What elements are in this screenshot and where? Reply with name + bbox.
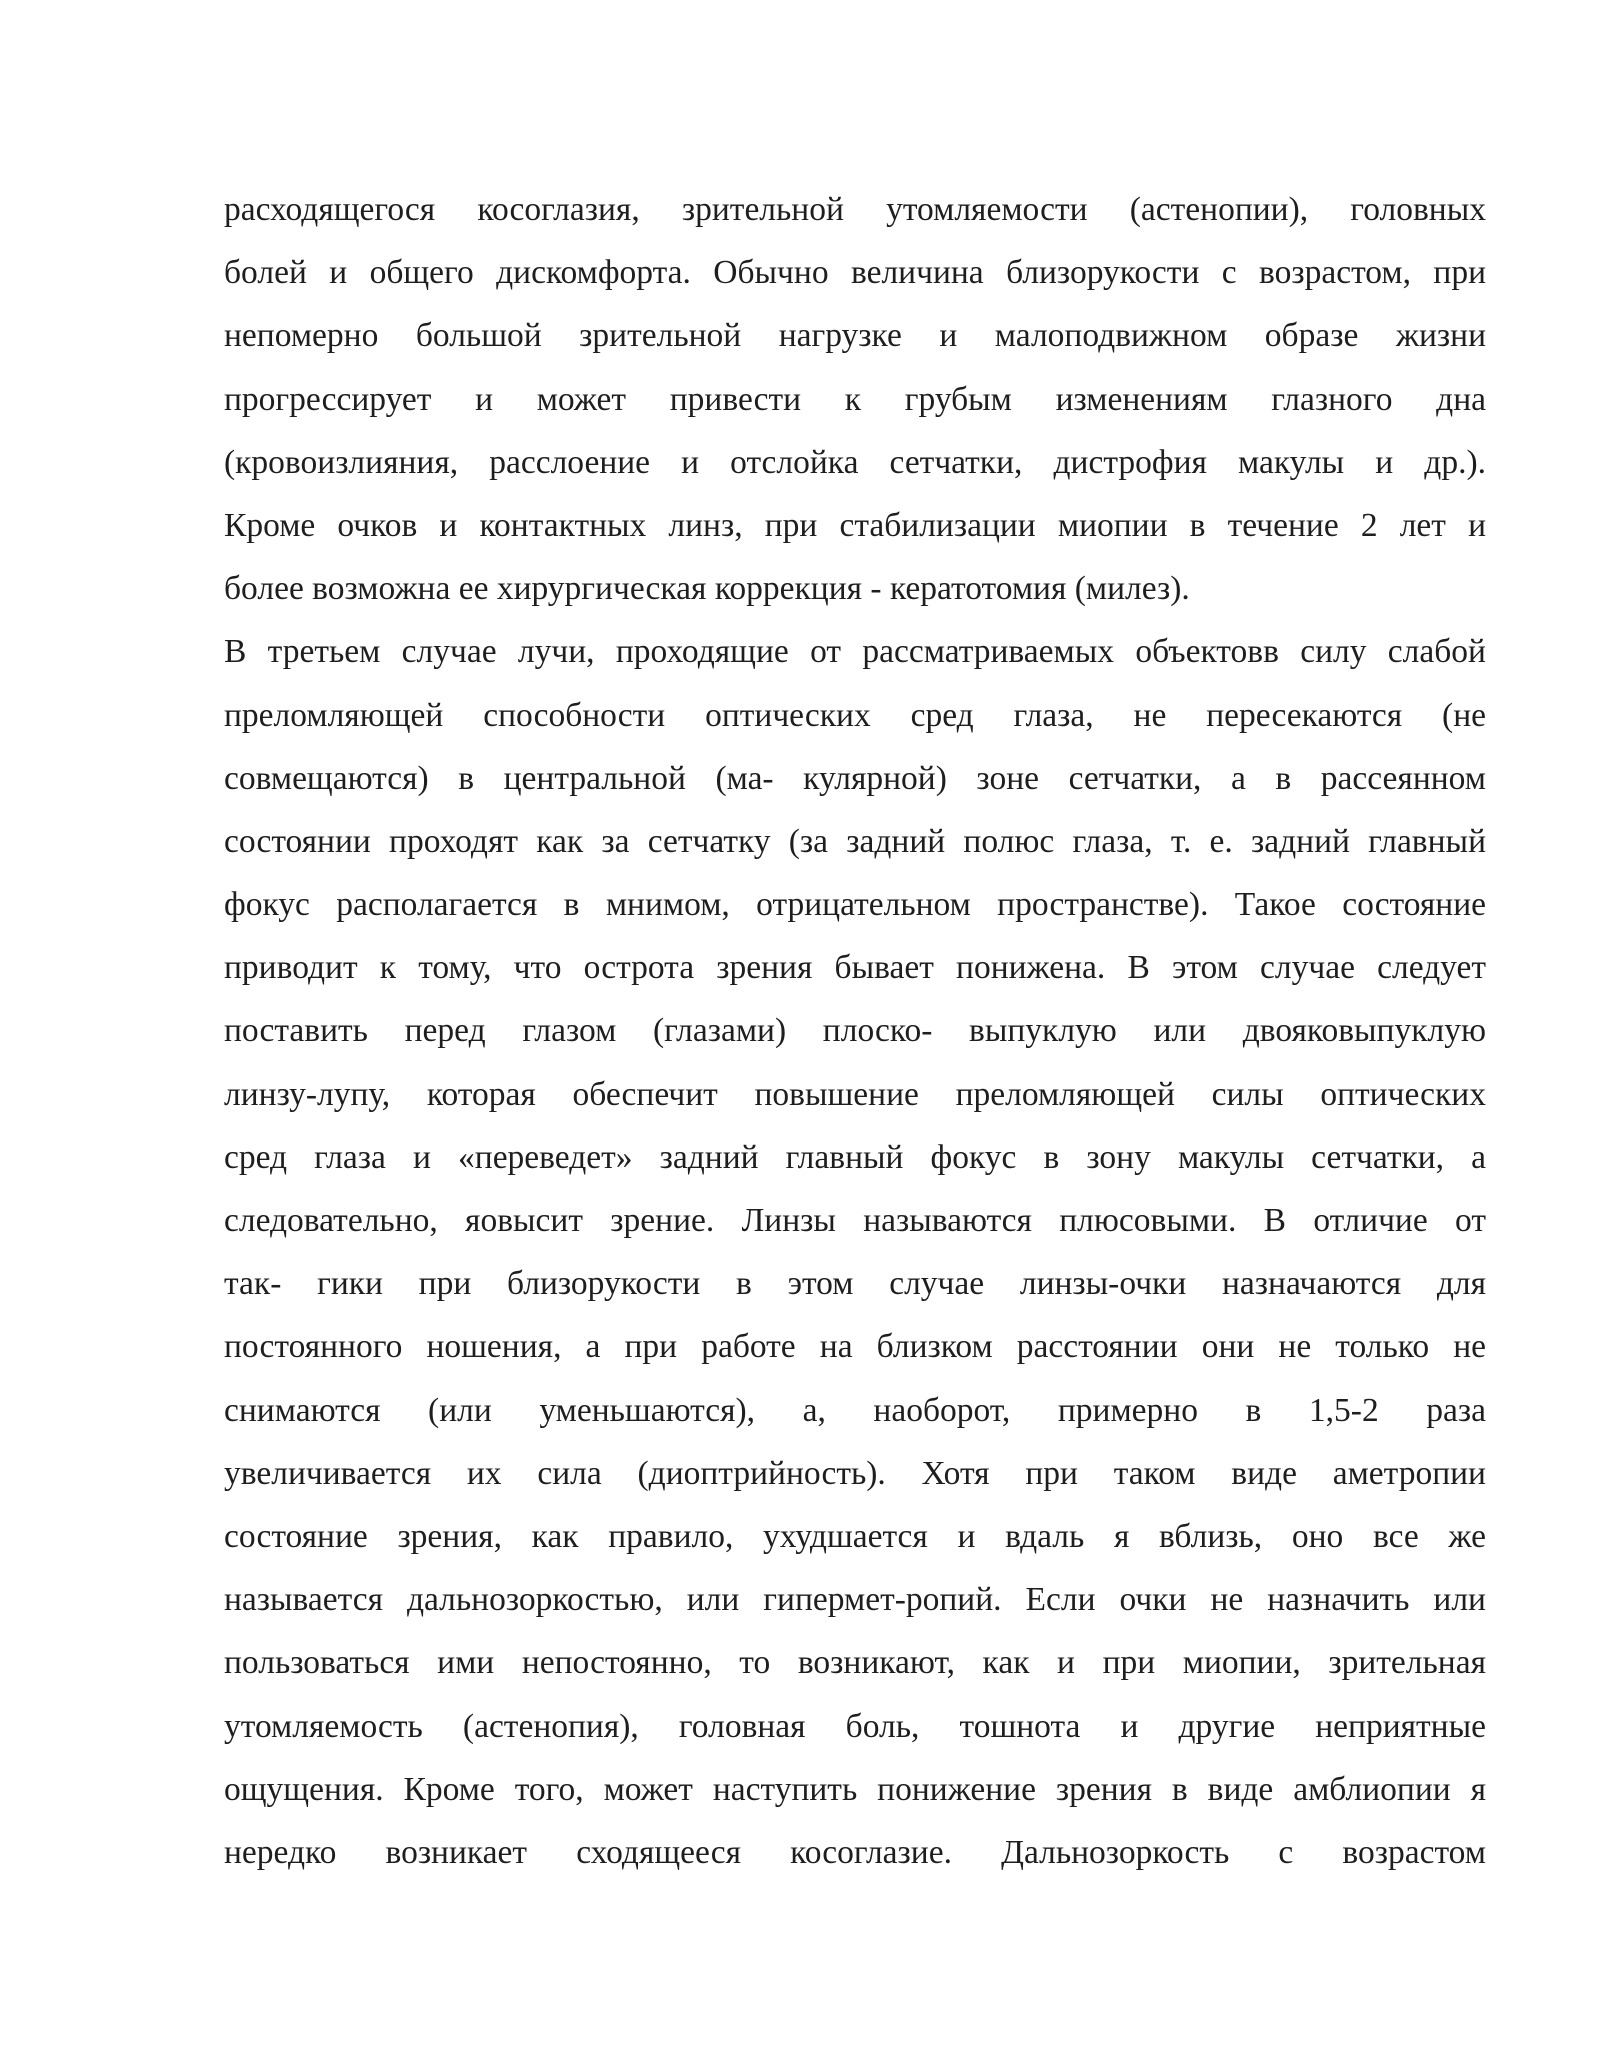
text-line: ощущения. Кроме того, может наступить понижение зрения в виде амблиопии я: [224, 1770, 1486, 1808]
text-line: пользоваться ими непостоянно, то возникают, как и при миопии, зрительная: [224, 1644, 1486, 1682]
text-line: так- гики при близорукости в этом случае линзы-очки назначаются для: [224, 1265, 1486, 1303]
paragraph-hyperopia: [224, 620, 1486, 1884]
text-line: прогрессирует и может привести к грубым изменениям глазного дна: [224, 380, 1486, 418]
text-line: приводит к тому, что острота зрения бывает понижена. В этом случае следует: [224, 949, 1486, 987]
text-line: расходящегося косоглазия, зрительной утомляемости (астенопии), головных: [224, 191, 1486, 228]
text-line: (кровоизлияния, расслоение и отслойка сетчатки, дистрофия макулы и др.).: [224, 443, 1486, 481]
text-line: утомляемость (астенопия), головная боль, тошнота и другие неприятные: [224, 1707, 1486, 1745]
text-line: преломляющей способности оптических сред глаза, не пересекаются (не: [224, 696, 1486, 734]
body-text: [224, 178, 1486, 1884]
text-line: сред глаза и «переведет» задний главный фокус в зону макулы сетчатки, а: [224, 1138, 1486, 1176]
text-line: совмещаются) в центральной (ма- кулярной) зоне сетчатки, а в рассеянном: [224, 759, 1486, 797]
text-line: Кроме очков и контактных линз, при стабилизации миопии в течение 2 лет и: [224, 506, 1486, 544]
text-line: фокус располагается в мнимом, отрицательном пространстве). Такое состояние: [224, 886, 1486, 924]
text-line: состояние зрения, как правило, ухудшается и вдаль я вблизь, оно все же: [224, 1517, 1486, 1555]
text-line: называется дальнозоркостью, или гипермет-ропий. Если очки не назначить или: [224, 1581, 1486, 1619]
paragraph-myopia-continued: [224, 178, 1486, 620]
text-line: линзу-лупу, которая обеспечит повышение преломляющей силы оптических: [224, 1075, 1486, 1113]
text-line: снимаются (или уменьшаются), а, наоборот, примерно в 1,5-2 раза: [224, 1391, 1486, 1429]
text-line: непомерно большой зрительной нагрузке и малоподвижном образе жизни: [224, 317, 1486, 355]
text-line: более возможна ее хирургическая коррекция - кератотомия (милез).: [224, 570, 1190, 608]
text-line: состоянии проходят как за сетчатку (за задний полюс глаза, т. е. задний главный: [224, 822, 1486, 860]
text-line: В третьем случае лучи, проходящие от рассматриваемых объектовв силу слабой: [224, 633, 1486, 671]
text-line: болей и общего дискомфорта. Обычно величина близорукости с возрастом, при: [224, 254, 1486, 292]
text-line: нередко возникает сходящееся косоглазие. Дальнозоркость с возрастом: [224, 1833, 1486, 1871]
text-line: поставить перед глазом (глазами) плоско- выпуклую или двояковыпуклую: [224, 1012, 1486, 1050]
text-line: следовательно, яовысит зрение. Линзы называются плюсовыми. В отличие от: [224, 1202, 1486, 1239]
text-line: увеличивается их сила (диоптрийность). Хотя при таком виде аметропии: [224, 1454, 1486, 1492]
text-line: постоянного ношения, а при работе на близком расстоянии они не только не: [224, 1328, 1486, 1366]
